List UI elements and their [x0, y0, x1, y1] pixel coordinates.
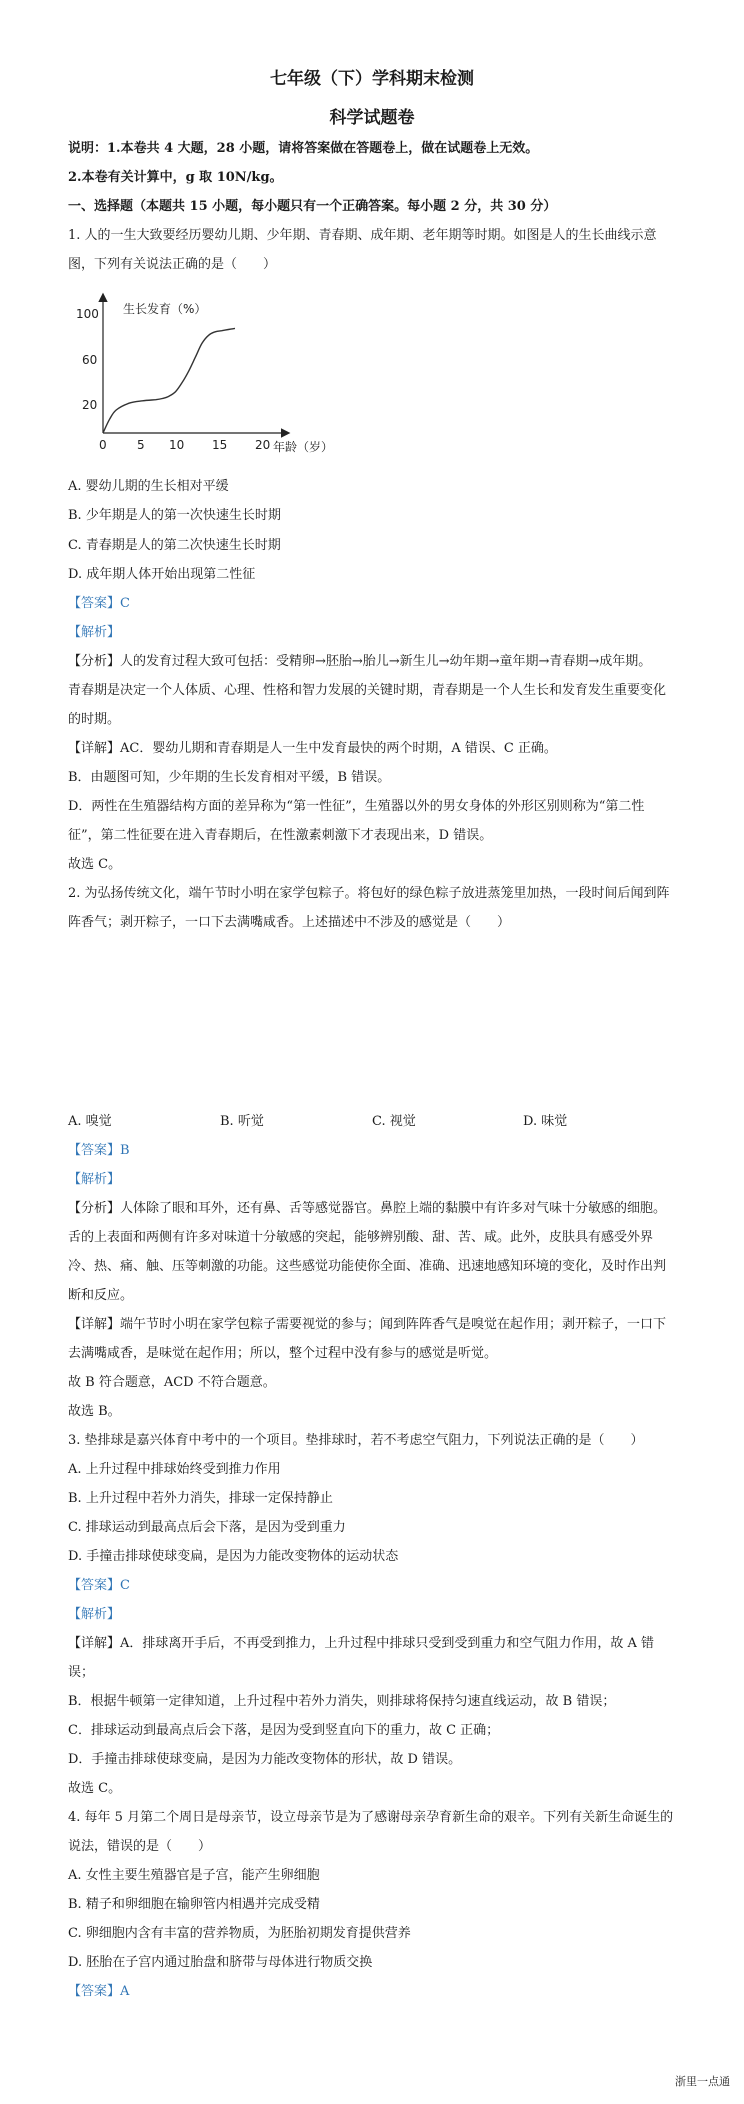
y-tick-label: 100 — [76, 307, 99, 321]
q3-stem: 3. 垫排球是嘉兴体育中考中的一个项目。垫排球时，若不考虑空气阻力，下列说法正确的是（ ） — [68, 1433, 644, 1448]
q2-fenxi-line-3: 冷、热、痛、触、压等刺激的功能。这些感觉功能使你全面、准确、迅速地感知环境的变化，及时作出判 — [68, 1259, 667, 1274]
q2-answer: 【答案】B — [68, 1143, 130, 1158]
x-tick-label: 5 — [137, 438, 145, 452]
q1-answer: 【答案】C — [68, 596, 130, 611]
q3-xiangjie-line-5: D．手撞击排球使球变扁，是因为力能改变物体的形状，故 D 错误。 — [68, 1752, 462, 1767]
q1-option-b: B. 少年期是人的第一次快速生长时期 — [68, 508, 281, 523]
q4-option-b: B. 精子和卵细胞在输卵管内相遇并完成受精 — [68, 1897, 320, 1912]
section-heading: 一、选择题（本题共 15 小题，每小题只有一个正确答案。每小题 2 分，共 30 分） — [68, 199, 557, 214]
q1-fenxi-line-2: 青春期是决定一个人体质、心理、性格和智力发展的关键时期，青春期是一个人生长和发育发生重要变化 — [68, 683, 667, 698]
q1-option-d: D. 成年期人体开始出现第二性征 — [68, 567, 256, 582]
q2-fenxi-line-2: 舌的上表面和两侧有许多对味道十分敏感的突起，能够辨别酸、甜、苦、咸。此外，皮肤具有感受外界 — [68, 1230, 654, 1245]
q2-xiangjie-line-3: 故 B 符合题意，ACD 不符合题意。 — [68, 1375, 276, 1390]
y-axis-label: 生长发育（%） — [123, 302, 207, 316]
q2-fenxi-line-4: 断和反应。 — [68, 1288, 134, 1303]
q4-option-c: C. 卵细胞内含有丰富的营养物质，为胚胎初期发育提供营养 — [68, 1926, 411, 1941]
q1-xiangjie-line-2: B．由题图可知，少年期的生长发育相对平缓，B 错误。 — [68, 770, 391, 785]
q2-xiangjie-line-1: 【详解】端午节时小明在家学包粽子需要视觉的参与；闻到阵阵香气是嗅觉在起作用；剥开粽子，一口下 — [68, 1317, 667, 1332]
q3-option-a: A. 上升过程中排球始终受到推力作用 — [68, 1462, 281, 1477]
q2-conclusion: 故选 B。 — [68, 1404, 121, 1419]
q1-xiangjie-line-4: 征”，第二性征要在进入青春期后，在性激素刺激下才表现出来，D 错误。 — [68, 828, 493, 843]
q1-analysis-label: 【解析】 — [68, 625, 121, 640]
q4-answer: 【答案】A — [68, 1984, 130, 1999]
q4-option-d: D. 胚胎在子宫内通过胎盘和脐带与母体进行物质交换 — [68, 1955, 373, 1970]
instructions-note-2: 2.本卷有关计算中，g 取 10N/kg。 — [68, 170, 283, 185]
q3-xiangjie-line-3: B．根据牛顿第一定律知道，上升过程中若外力消失，则排球将保持匀速直线运动，故 B 错误； — [68, 1694, 616, 1709]
q2-fenxi-line-1: 【分析】人体除了眼和耳外，还有鼻、舌等感觉器官。鼻腔上端的黏膜中有许多对气味十分敏感的细胞。 — [68, 1201, 667, 1216]
q1-conclusion: 故选 C。 — [68, 857, 122, 872]
y-tick-label: 60 — [82, 353, 98, 367]
growth-curve-chart — [68, 285, 358, 465]
x-tick-label: 20 — [255, 438, 271, 452]
growth-curve-line — [103, 328, 235, 433]
q2-stem-line-2: 阵香气；剥开粽子，一口下去满嘴咸香。上述描述中不涉及的感觉是（ ） — [68, 915, 511, 930]
q1-stem-line-2: 图，下列有关说法正确的是（ ） — [68, 257, 277, 272]
q1-fenxi-line-1: 【分析】人的发育过程大致可包括：受精卵→胚胎→胎儿→新生儿→幼年期→童年期→青春期→成年期。 — [68, 654, 652, 669]
q3-xiangjie-line-1: 【详解】A．排球离开手后，不再受到推力，上升过程中排球只受到受到重力和空气阻力作用，故 A 错 — [68, 1636, 655, 1651]
x-tick-label: 10 — [169, 438, 185, 452]
q3-xiangjie-line-2: 误； — [68, 1665, 95, 1680]
q1-option-c: C. 青春期是人的第二次快速生长时期 — [68, 538, 281, 553]
q3-analysis-label: 【解析】 — [68, 1607, 121, 1622]
q2-analysis-label: 【解析】 — [68, 1172, 121, 1187]
page-title: 七年级（下）学科期末检测 — [270, 69, 474, 89]
q1-xiangjie-line-1: 【详解】AC．婴幼儿期和青春期是人一生中发育最快的两个时期，A 错误、C 正确。 — [68, 741, 557, 756]
q2-option-c: C. 视觉 — [372, 1114, 416, 1129]
q4-stem-line-2: 说法，错误的是（ ） — [68, 1839, 212, 1854]
q2-option-d: D. 味觉 — [523, 1114, 568, 1129]
q3-option-d: D. 手撞击排球使球变扁，是因为力能改变物体的运动状态 — [68, 1549, 399, 1564]
instructions-note-1: 说明：1.本卷共 4 大题，28 小题，请将答案做在答题卷上，做在试题卷上无效。 — [68, 141, 539, 156]
q2-option-a: A. 嗅觉 — [68, 1114, 112, 1129]
q3-option-c: C. 排球运动到最高点后会下落，是因为受到重力 — [68, 1520, 346, 1535]
q1-xiangjie-line-3: D．两性在生殖器结构方面的差异称为“第一性征”，生殖器以外的男女身体的外形区别则称为“第二性 — [68, 799, 645, 814]
q2-option-b: B. 听觉 — [220, 1114, 264, 1129]
page-subtitle: 科学试题卷 — [329, 108, 415, 128]
q1-option-a: A. 婴幼儿期的生长相对平缓 — [68, 479, 229, 494]
q2-xiangjie-line-2: 去满嘴咸香，是味觉在起作用；所以，整个过程中没有参与的感觉是听觉。 — [68, 1346, 498, 1361]
q3-answer: 【答案】C — [68, 1578, 130, 1593]
q1-fenxi-line-3: 的时期。 — [68, 712, 121, 727]
footer-brand: 浙里一点通 — [675, 2075, 730, 2088]
q3-option-b: B. 上升过程中若外力消失，排球一定保持静止 — [68, 1491, 333, 1506]
q4-stem-line-1: 4. 每年 5 月第二个周日是母亲节，设立母亲节是为了感谢母亲孕育新生命的艰辛。下列有关新生命诞生的 — [68, 1810, 674, 1825]
q2-stem-line-1: 2. 为弘扬传统文化，端午节时小明在家学包粽子。将包好的绿色粽子放进蒸笼里加热，一段时间后闻到阵 — [68, 886, 670, 901]
q1-stem-line-1: 1. 人的一生大致要经历婴幼儿期、少年期、青春期、成年期、老年期等时期。如图是人的生长曲线示意 — [68, 228, 657, 243]
x-tick-label: 15 — [212, 438, 228, 452]
y-tick-label: 20 — [82, 398, 98, 412]
q4-option-a: A. 女性主要生殖器官是子宫，能产生卵细胞 — [68, 1868, 320, 1883]
q3-conclusion: 故选 C。 — [68, 1781, 122, 1796]
q3-xiangjie-line-4: C．排球运动到最高点后会下落，是因为受到竖直向下的重力，故 C 正确； — [68, 1723, 500, 1738]
x-axis-label: 年龄（岁） — [273, 440, 334, 454]
x-tick-label: 0 — [99, 438, 107, 452]
